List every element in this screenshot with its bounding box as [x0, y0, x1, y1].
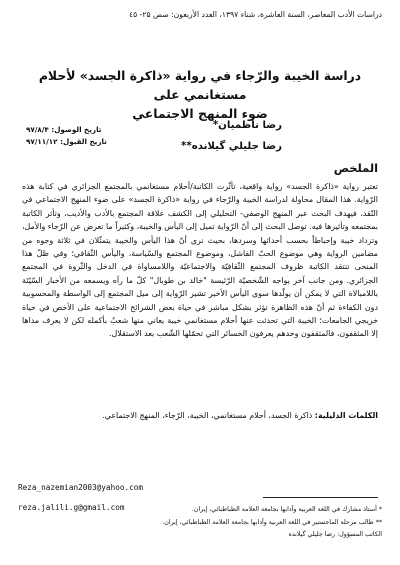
author-1: رضا ناظميان* — [212, 120, 282, 131]
footnote-divider — [263, 497, 378, 498]
footnote-2: ** طالب مرحلة الماجستير في اللغة العربية وآدابها بجامعة العلامة الطباطبائي، إيران. — [162, 519, 382, 526]
keywords-label: الكلمات الدليلية: — [314, 411, 378, 420]
keywords-list: ذاكرة الجسد، أحلام مستغانمي، الخيبة، الرّجاء، المنهج الاجتماعي. — [102, 411, 313, 420]
article-title — [22, 66, 378, 123]
author-2: رضا جليلي گيلانده** — [181, 141, 282, 152]
journal-header: دراسات الأدب المعاصر، السنة العاشرة، شتاء ۱۳۹۷، العدد الأربعون: صص ۲۵- ٤٥ — [129, 10, 382, 19]
abstract-body: تعتبر رواية «ذاكرة الجسد» رواية واقعية، تأثّرت الكاتبة/أحلام مستغانمي بالمجتمع الجزائري في كتابة هذه الرّواية. هذا المقال محاولة لدراسة الخيبة والرّجاء في رواية «ذاكرة الجسد» على ضوء المنهج الاجتماعي في النّقد، فيهدف البحث عبر المنهج الوصفي- التحليلي إلى الكشف علاقة المجتمع بالأدب والأديب، وتأثر الكاتبة بمجتمعه وتأثيرها فيه. توصل البحث إلى أنّ الرّواية تميل إلى اليأس والخيبة، وكثيراً ما تعرض عن الرّجاء والأمل، وتزداد خيبة وإحباطاً بحسب أحداثها وسردها، بحيث نرى أنّ هذا اليأس والخيبة يتمثّلان في ثلاثة وجوه من مضامين الرواية وهي موضوع الحبّ الفاشل، وموضوع المجتمع والسّياسة، واليأس الثّقافي؛ وفي ظلّ هذا المنحى تنتقد الكاتبة ظروف المجتمع الثّقافيّة والاجتماعيّة واللامساواة في الدخل والثّروة في المجتمع الجزائري. ومن جانب آخر يواجه الشّخصيّة الرّئيسة "خالد بن طوبال" كلّ ما رآه ويسمعه من الأخبار السّيّئة باللامبالاة التي لا يمكن أن يولّدها سوى اليأس الأخير تشير الرّواية إلى ميل المجتمع إلى الواسطة والمحسوبية دون الكفاءة ثم أنّ هذه الظاهرة تؤثر بشكل مباشر في حياة بعض الشرائح الاجتماعية على الأخص في حياة خريجي الجامعات؛ الخيبة التي تحدثت عنها أحلام مستغانمي خيبة يعاني منها شعبٌ بأكمله لكن لا يعرف مداها إلا المثقفون، فالمثقفون وحدهم يعرفون الخسائر التي تحمّلها الشّعب بعد الاستقلال. — [22, 182, 378, 339]
keywords — [22, 409, 378, 422]
abstract-heading: الملخص — [333, 161, 378, 175]
date-accepted: تاريخ القبول: ۹۷/۱۱/۱۲ — [26, 137, 107, 146]
email-author-1[interactable]: Reza_nazemian2003@yahoo.com — [18, 483, 143, 492]
title-line-1: دراسة الخيبة والرّجاء في رواية «ذاكرة الجسد» لأحلام مستغانمي على — [38, 68, 362, 102]
email-author-2[interactable]: reza.jalili.g@gmail.com — [18, 503, 125, 512]
date-received: تاريخ الوصول: ۹۷/۸/۴ — [26, 125, 102, 134]
footnote-1: * أستاذ مشارك في اللغة العربية وآدابها بجامعة العلامة الطباطبائي، إيران. — [191, 506, 382, 513]
title-line-2: ضوء المنهج الاجتماعي — [132, 106, 268, 121]
footnote-3: الكاتب المسؤول: رضا جليلي گيلانده — [288, 531, 382, 538]
